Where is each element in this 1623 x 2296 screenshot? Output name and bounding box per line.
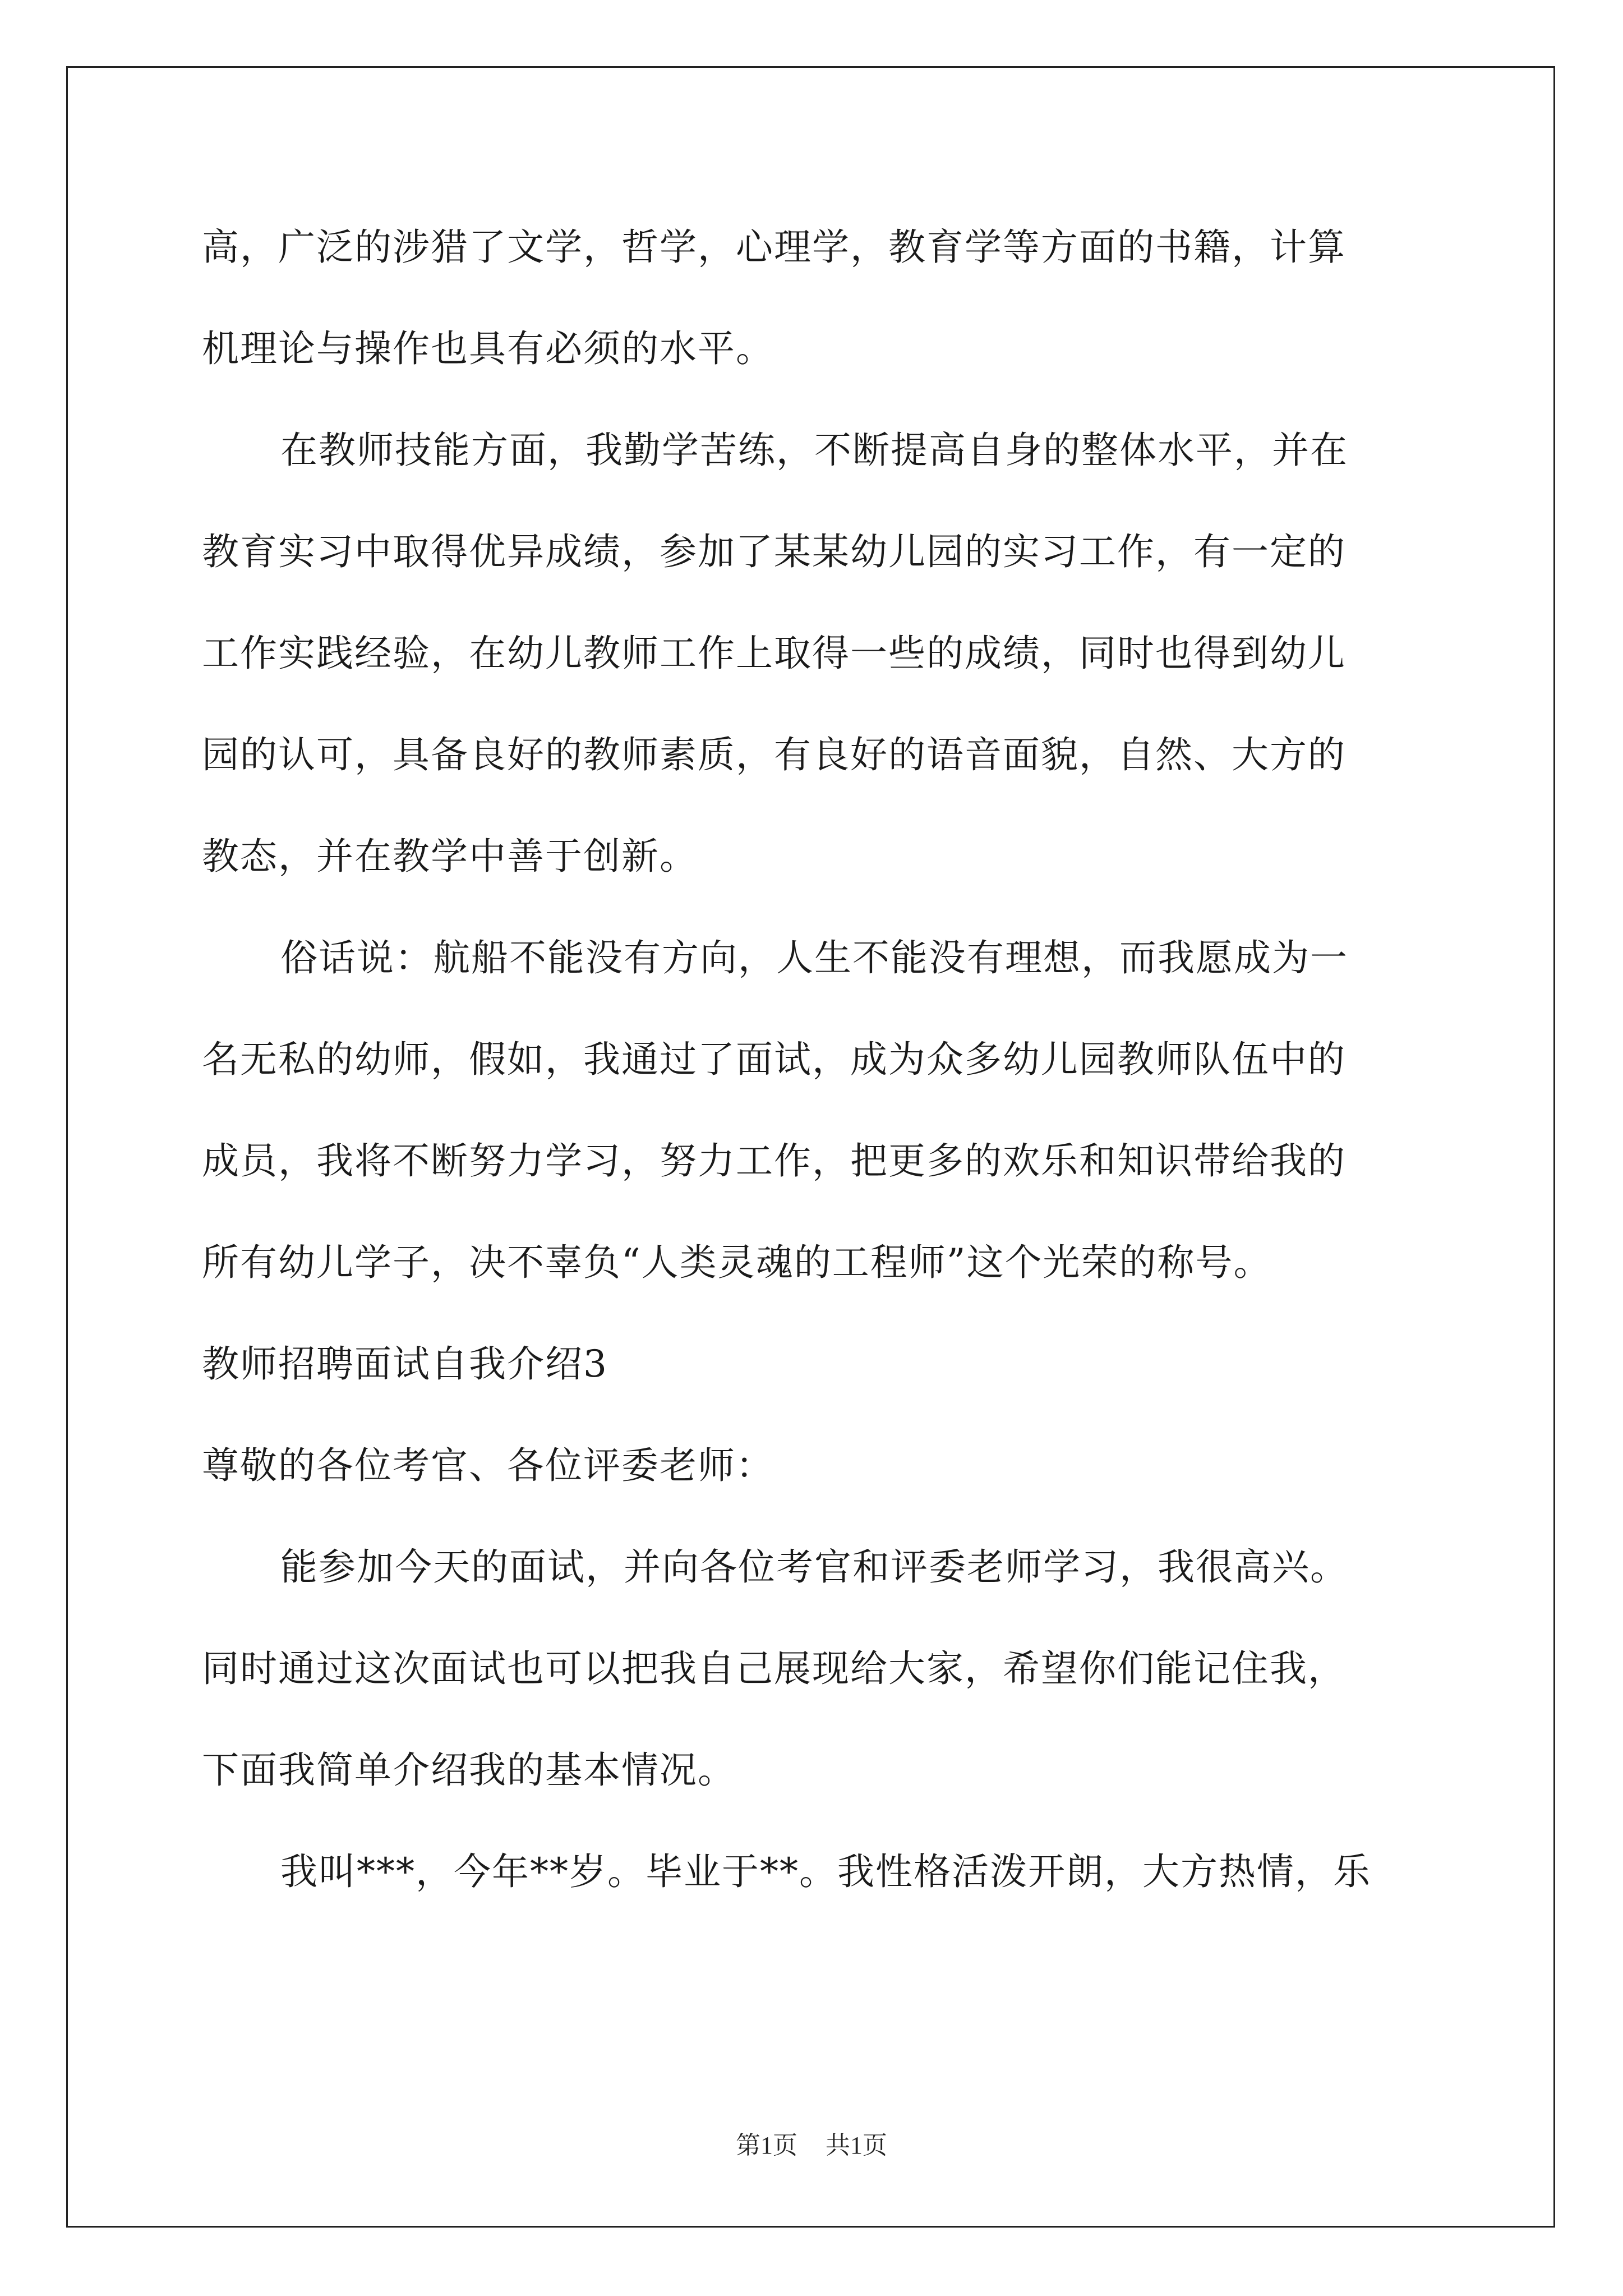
section-heading: 教师招聘面试自我介绍3 bbox=[202, 1342, 608, 1386]
text-line: 园的认可，具备良好的教师素质，有良好的语音面貌，自然、大方的 bbox=[202, 733, 1346, 776]
document-body bbox=[202, 196, 1424, 1922]
text-line: 俗话说：航船不能没有方向，人生不能没有理想，而我愿成为一 bbox=[280, 936, 1348, 979]
text-line: 教育实习中取得优异成绩，参加了某某幼儿园的实习工作，有一定的 bbox=[202, 530, 1346, 573]
salutation: 尊敬的各位考官、各位评委老师： bbox=[202, 1444, 774, 1487]
text-line: 高，广泛的涉猎了文学，哲学，心理学，教育学等方面的书籍，计算 bbox=[202, 226, 1346, 269]
text-line: 教态，并在教学中善于创新。 bbox=[202, 835, 698, 878]
text-line: 机理论与操作也具有必须的水平。 bbox=[202, 327, 774, 370]
text-line: 我叫***，今年**岁。毕业于**。我性格活泼开朗，大方热情，乐 bbox=[280, 1850, 1371, 1893]
page-total: 共1页 bbox=[826, 2132, 887, 2159]
text-line: 能参加今天的面试，并向各位考官和评委老师学习，我很高兴。 bbox=[280, 1545, 1348, 1589]
page-number: 第1页 bbox=[736, 2132, 797, 2159]
text-line: 下面我简单介绍我的基本情况。 bbox=[202, 1749, 736, 1792]
text-line: 名无私的幼师，假如，我通过了面试，成为众多幼儿园教师队伍中的 bbox=[202, 1038, 1346, 1081]
page-footer bbox=[0, 2129, 1623, 2162]
text-line: 工作实践经验，在幼儿教师工作上取得一些的成绩，同时也得到幼儿 bbox=[202, 632, 1346, 675]
text-line: 成员，我将不断努力学习，努力工作，把更多的欢乐和知识带给我的 bbox=[202, 1139, 1346, 1182]
text-line: 所有幼儿学子，决不辜负“人类灵魂的工程师”这个光荣的称号。 bbox=[202, 1241, 1272, 1284]
text-line: 同时通过这次面试也可以把我自己展现给大家，希望你们能记住我， bbox=[202, 1647, 1346, 1690]
text-line: 在教师技能方面，我勤学苦练，不断提高自身的整体水平，并在 bbox=[280, 429, 1348, 472]
